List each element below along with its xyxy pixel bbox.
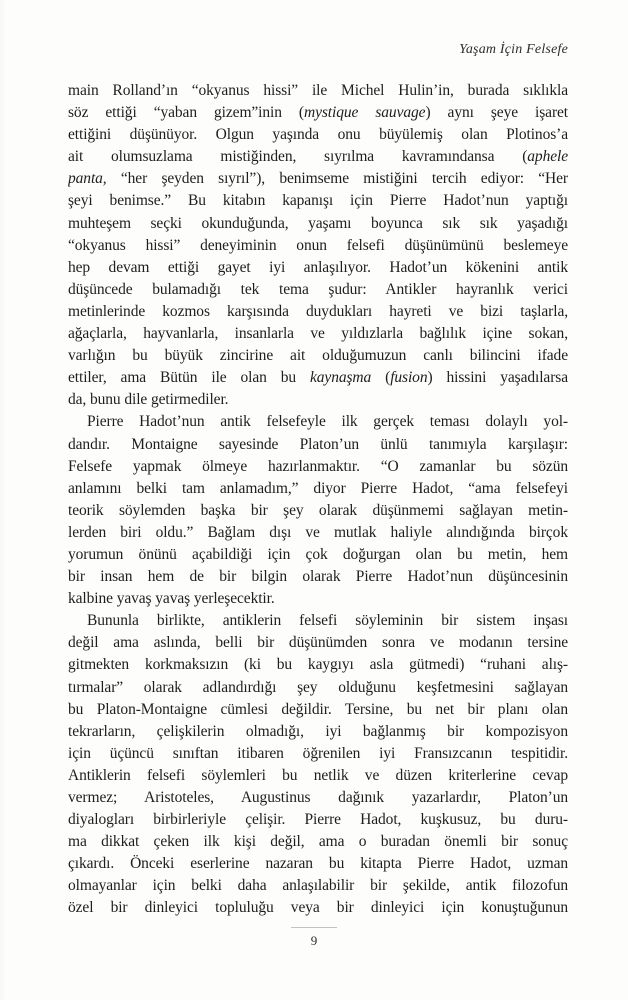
text-line: “okyanus hissi” deneyiminin onun felsefi düşünümünü beslemeye [68, 236, 568, 254]
text-line: değil ama aslında, belli bir düşünümden sonra ve modanın tersine [68, 634, 568, 652]
text-line: bu Platon-Montaigne cümlesi değildir. Tersine, bu net bir planı olan [68, 700, 568, 718]
text-line: Antiklerin felsefi söylemleri bu netlik ve düzen kriterlerine cevap [68, 766, 568, 784]
text-line: söz ettiği “yaban gizem”inin (mystique sauvage) aynı şeye işaret [68, 104, 568, 122]
text-line: Pierre Hadot’nun antik felsefeyle ilk gerçek teması dolaylı yol- [87, 413, 568, 431]
text-block [68, 80, 568, 920]
text-line: vermez; Aristoteles, Augustinus dağınık yazarlardır, Platon’un [68, 789, 568, 806]
text-line: bir insan hem de bir bilgin olarak Pierre Hadot’nun düşüncesinin [68, 568, 568, 586]
running-head-title: Yaşam İçin Felsefe [459, 42, 568, 57]
text-line: kalbine yavaş yavaş yerleşecektir. [68, 590, 275, 608]
text-line: düşüncede bulamadığı tek tema şudur: Antikler hayranlık verici [68, 280, 568, 298]
text-line: anlamını belki tam anlamadım,” diyor Pierre Hadot, “ama felsefeyi [68, 479, 568, 497]
text-line: teorik söylemden başka bir şey olarak düşünmemi sağlayan metin- [68, 501, 568, 519]
text-line: lerden biri oldu.” Bağlam dışı ve mutlak haliyle alındığında birçok [68, 523, 568, 541]
text-line: tırmalar” olarak adlandırdığı şey olduğunu keşfetmesini sağlayan [68, 678, 568, 696]
text-line: Felsefe yapmak ölmeye hazırlanmaktır. “O zamanlar bu sözün [68, 457, 568, 475]
text-line: hep devam ettiği gayet iyi anlaşılıyor. Hadot’un kökenini antik [68, 258, 568, 276]
text-line: ait olumsuzlama mistiğinden, sıyrılma kavramındansa (aphele [68, 148, 568, 166]
text-line: varlığın bu büyük zincirine ait olduğumuzun canlı bilincini ifade [68, 347, 568, 365]
text-line: ma dikkat çeken ilk kişi değil, ama o buradan önemli bir sonuç [68, 833, 568, 851]
footer-rule [291, 927, 337, 928]
text-line: Bununla birlikte, antiklerin felsefi söyleminin bir sistem inşası [87, 612, 568, 630]
page-number: 9 [310, 933, 318, 948]
text-line: dandır. Montaigne sayesinde Platon’un ünlü tanımıyla karşılaşır: [68, 435, 568, 453]
text-line: ağaçlarla, hayvanlarla, insanlarla ve yıldızlarla bağlılık içine sokan, [68, 325, 568, 343]
text-line: gitmekten korkmaksızın (ki bu kaygıyı asla gütmedi) “ruhani alış- [68, 656, 568, 674]
text-line: çıkardı. Önceki eserlerine nazaran bu kitapta Pierre Hadot, uzman [68, 855, 568, 873]
text-line: diyalogları birbirleriyle çelişir. Pierre Hadot, kuşkusuz, bu duru- [68, 811, 568, 829]
text-line: yorumun önünü açabildiği için çok doğurgan olan bu metin, hem [68, 545, 568, 563]
text-line: olmayanlar için belki daha anlaşılabilir bir şekilde, antik filozofun [68, 877, 568, 895]
text-line: panta, “her şeyden sıyrıl”), benimseme mistiğini tercih ediyor: “Her [68, 170, 568, 188]
text-line: metinlerinde kozmos karşısında duydukları hayreti ve bizi taşlarla, [68, 302, 568, 320]
text-line: da, bunu dile getirmediler. [68, 391, 229, 409]
text-line: için üçüncü sınıftan itibaren öğrenilen iyi Fransızcanın tespitidir. [68, 744, 568, 762]
text-line: şeyi benimse.” Bu kitabın kapanışı için Pierre Hadot’nun yaptığı [68, 192, 568, 210]
text-line: tekrarların, çelişkilerin olmadığı, iyi bağlanmış bir kompozisyon [68, 722, 568, 740]
text-line: main Rolland’ın “okyanus hissi” ile Michel Hulin’in, burada sıklıkla [68, 82, 568, 99]
text-line: ettiğini düşünüyor. Olgun yaşında onu büyülemiş olan Plotinos’a [68, 126, 568, 144]
text-line: özel bir dinleyici topluluğu veya bir dinleyici için konuştuğunun [68, 899, 568, 917]
text-line: muhteşem seçki okunduğunda, yaşamı boyunca sık sık yaşadığı [68, 214, 568, 232]
text-line: ettiler, ama Bütün ile olan bu kaynaşma (fusion) hissini yaşadılarsa [68, 369, 568, 387]
